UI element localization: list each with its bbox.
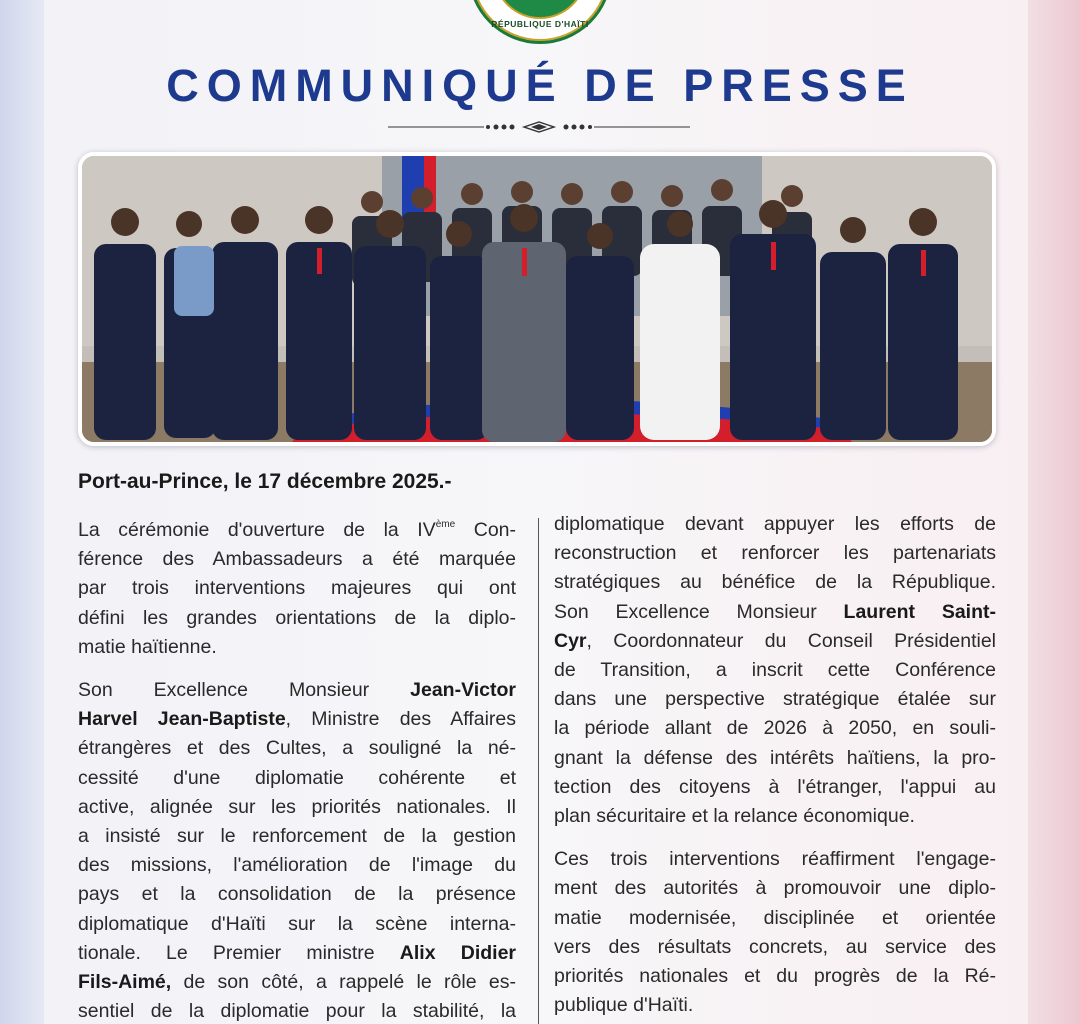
left-border-band xyxy=(0,0,44,1024)
paragraph-line: gnant la défense des intérêts haïtiens, la pro- xyxy=(554,746,996,769)
paragraph-line: Son Excellence Monsieur Jean-Victor xyxy=(78,679,516,702)
seal-emblem xyxy=(493,0,587,19)
right-border-band xyxy=(1028,0,1080,1024)
paragraph-line: tionale. Le Premier ministre Alix Didier xyxy=(78,941,516,964)
paragraph-line: par trois interventions majeures qui ont xyxy=(78,577,516,600)
paragraph-line: la période allant de 2026 à 2050, en souli- xyxy=(554,717,996,740)
group-photo xyxy=(78,152,996,446)
paragraph-line: sentiel de la diplomatie pour la stabilité, la xyxy=(78,1000,516,1023)
ornament-divider-icon xyxy=(388,120,690,134)
paragraph-line: matie modernisée, disciplinée et orientée xyxy=(554,906,996,929)
paragraph-line: priorités nationales et du progrès de la Ré- xyxy=(554,965,996,988)
paragraph-line: Fils-Aimé, de son côté, a rappelé le rôle es- xyxy=(78,971,516,994)
page-title: COMMUNIQUÉ DE PRESSE xyxy=(166,60,914,111)
paragraph-line: férence des Ambassadeurs a été marquée xyxy=(78,548,516,571)
paragraph-line: tection des citoyens à l'étranger, l'appui au xyxy=(554,775,996,798)
paragraph-line: publique d'Haïti. xyxy=(554,994,694,1017)
paragraph-line: diplomatique devant appuyer les efforts de xyxy=(554,513,996,535)
paragraph-line: Son Excellence Monsieur Laurent Saint- xyxy=(554,600,997,623)
paragraph-line: matie haïtienne. xyxy=(78,635,217,658)
paragraph-line: étrangères et des Cultes, a souligné la né- xyxy=(78,737,516,760)
column-divider xyxy=(538,518,539,1024)
paragraph-line: vers des résultats concrets, au service des xyxy=(554,935,996,958)
paragraph-line: dans une perspective stratégique étalée sur xyxy=(554,688,996,711)
paragraph-line: La cérémonie d'ouverture de la IVème Con- xyxy=(78,519,517,541)
paragraph-line: diplomatique d'Haïti sur la scène interna- xyxy=(78,912,516,935)
dateline: Port-au-Prince, le 17 décembre 2025.- xyxy=(78,470,452,493)
paragraph-line: Ces trois interventions réaffirment l'engage- xyxy=(554,848,996,871)
paragraph-line: Cyr, Coordonnateur du Conseil Présidentiel xyxy=(554,629,996,652)
paragraph-line: ment des autorités à promouvoir une diplo- xyxy=(554,877,996,900)
paragraph-line: a insisté sur le renforcement de la gestion xyxy=(78,825,516,848)
paragraph-line: défini les grandes orientations de la diplo- xyxy=(78,606,516,629)
paragraph-line: stratégiques au bénéfice de la République. xyxy=(554,571,996,594)
paragraph-line: plan sécuritaire et la relance économique. xyxy=(554,805,915,828)
group-photo-illustration xyxy=(82,156,992,442)
paragraph-line: cessité d'une diplomatie cohérente et xyxy=(78,766,516,789)
right-text-column xyxy=(554,510,996,1020)
paragraph-line: des missions, l'amélioration de l'image du xyxy=(78,854,516,877)
paragraph-line: Harvel Jean-Baptiste, Ministre des Affaires xyxy=(78,708,516,731)
seal-text: RÉPUBLIQUE D'HAÏTI xyxy=(491,19,589,29)
paragraph-line: pays et la consolidation de la présence xyxy=(78,883,516,906)
left-text-column xyxy=(78,510,516,1024)
paragraph-line: active, alignée sur les priorités nationales. Il xyxy=(78,795,516,818)
paragraph-line: de Transition, a inscrit cette Conférence xyxy=(554,659,996,682)
paragraph-line: reconstruction et renforcer les partenariats xyxy=(554,542,996,565)
